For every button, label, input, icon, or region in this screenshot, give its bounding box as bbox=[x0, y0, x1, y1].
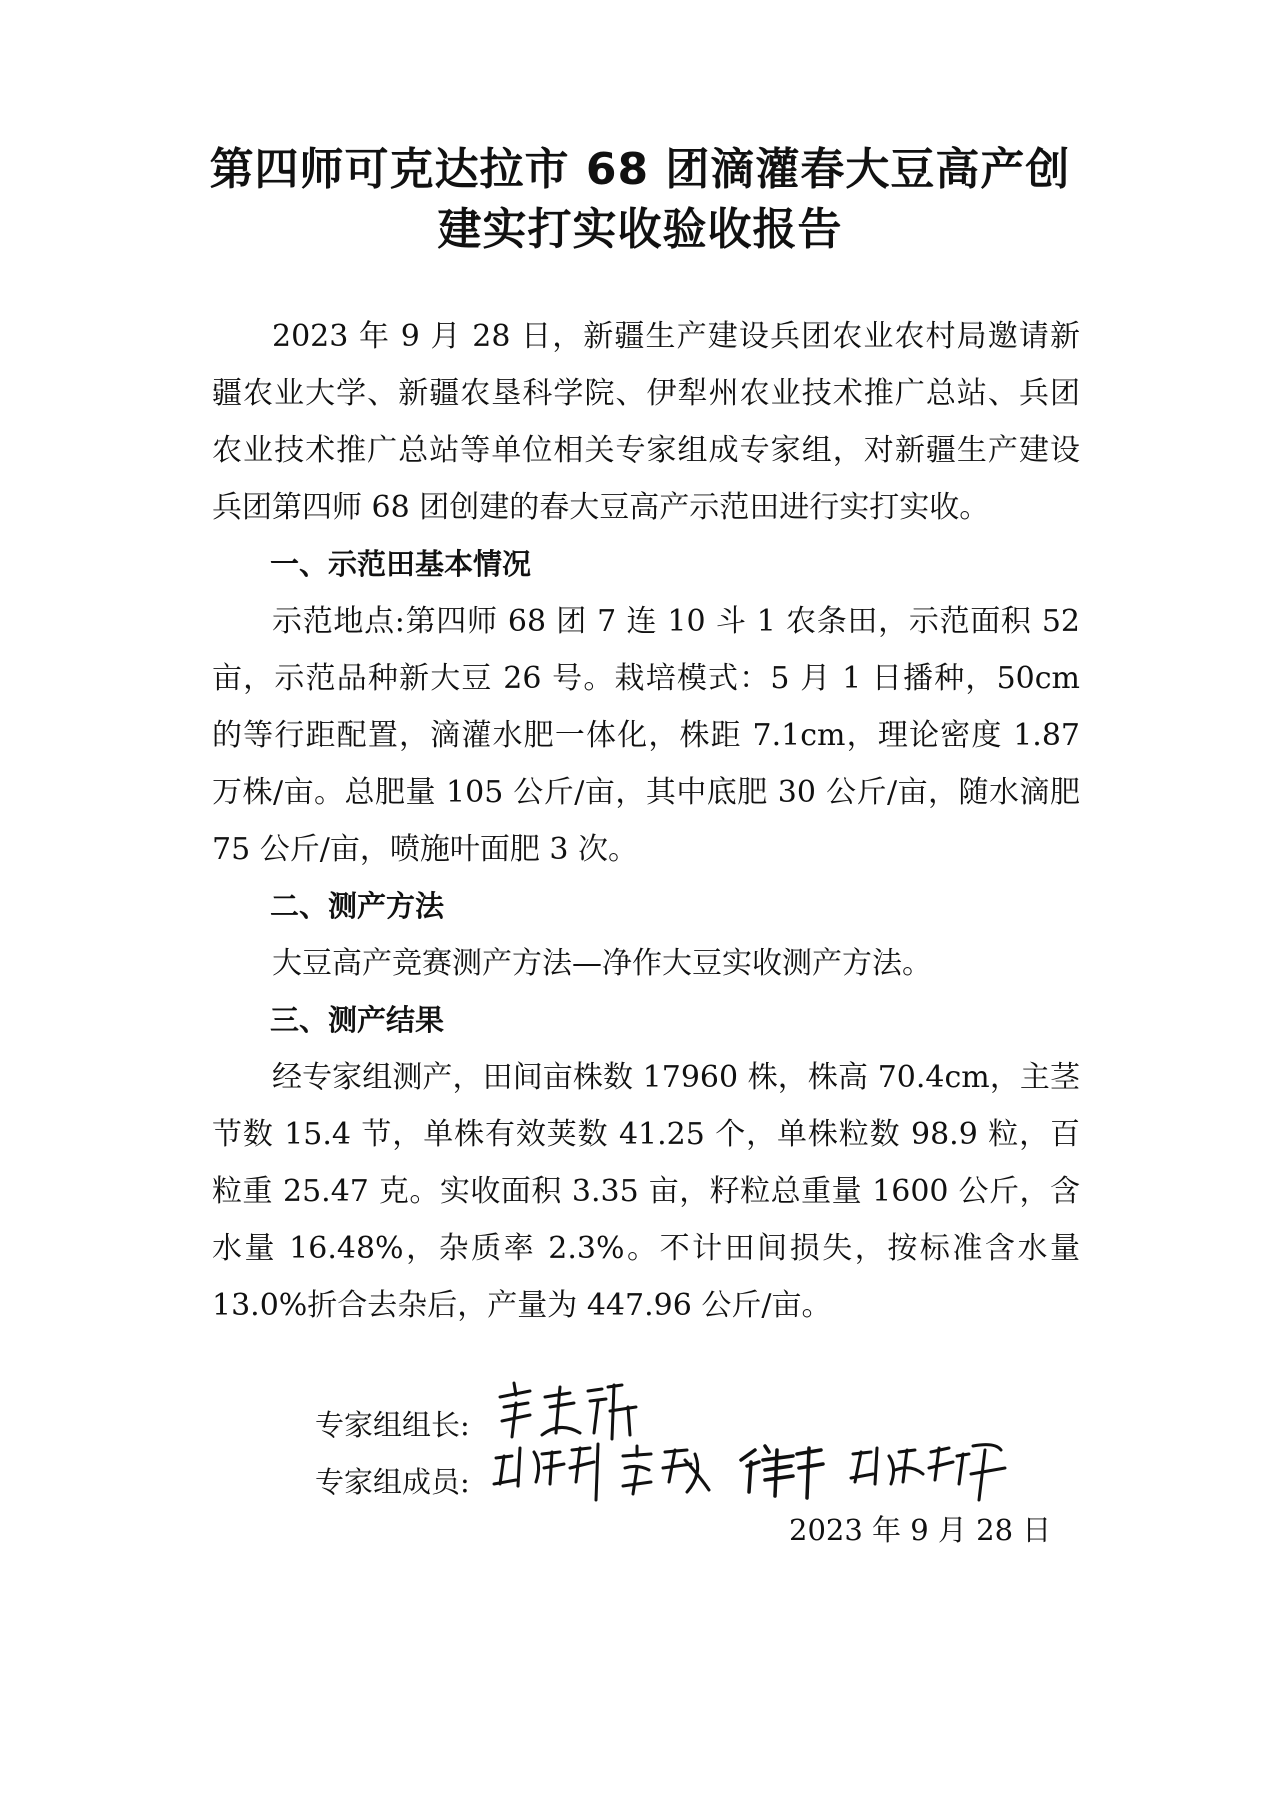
section-heading-basic-info: 一、示范田基本情况 bbox=[270, 547, 532, 581]
member-signature-1 bbox=[490, 1434, 620, 1504]
signature-block bbox=[315, 1395, 1115, 1509]
document-body bbox=[212, 308, 1080, 1334]
member-signature-2 bbox=[615, 1434, 715, 1504]
leader-label: 专家组组长: bbox=[315, 1407, 470, 1442]
leader-signature-text bbox=[0, 0, 3, 1]
section-text-basic-info: 示范地点:第四师 68 团 7 连 10 斗 1 农条田，示范面积 52 亩，示范品种新大豆 26 号。栽培模式：5 月 1 日播种，50cm 的等行距配置，滴灌水肥一体化，株距 7.1cm，理论密度 1.87 万株/亩。总肥量 105 公斤/亩，其中底肥 30 公斤/亩，随水滴肥 75 公斤/亩，喷施叶面肥 3 次。 bbox=[212, 604, 1080, 867]
section-text-method: 大豆高产竞赛测产方法—净作大豆实收测产方法。 bbox=[272, 946, 932, 981]
member-signature-3 bbox=[735, 1434, 835, 1504]
title-line-2: 建实打实收验收报告 bbox=[437, 204, 843, 255]
signature-text-holder bbox=[0, 0, 3, 1]
title-line-1: 第四师可克达拉市 68 团滴灌春大豆高产创 bbox=[209, 144, 1071, 195]
members-label: 专家组成员: bbox=[315, 1464, 470, 1499]
signing-date: 2023 年 9 月 28 日 bbox=[789, 1513, 1052, 1547]
intro-paragraph: 2023 年 9 月 28 日，新疆生产建设兵团农业农村局邀请新疆农业大学、新疆农垦科学院、伊犁州农业技术推广总站、兵团农业技术推广总站等单位相关专家组成专家组，对新疆生产建设兵团第四师 68 团创建的春大豆高产示范田进行实打实收。 bbox=[212, 319, 1080, 525]
member-signature-4 bbox=[845, 1434, 1015, 1504]
section-heading-results: 三、测产结果 bbox=[270, 1003, 445, 1037]
section-text-results: 经专家组测产，田间亩株数 17960 株，株高 70.4cm，主茎节数 15.4 节，单株有效荚数 41.25 个，单株粒数 98.9 粒，百粒重 25.47 克。实收面积 3.35 亩，籽粒总重量 1600 公斤，含水量 16.48%，杂质率 2.3%。不计田间损失，按标准含水量 13.0%折合去杂后，产量为 447.96 公斤/亩。 bbox=[212, 1060, 1080, 1323]
section-heading-method: 二、测产方法 bbox=[270, 889, 445, 923]
document-title bbox=[150, 140, 1130, 260]
members-row bbox=[315, 1452, 1115, 1509]
